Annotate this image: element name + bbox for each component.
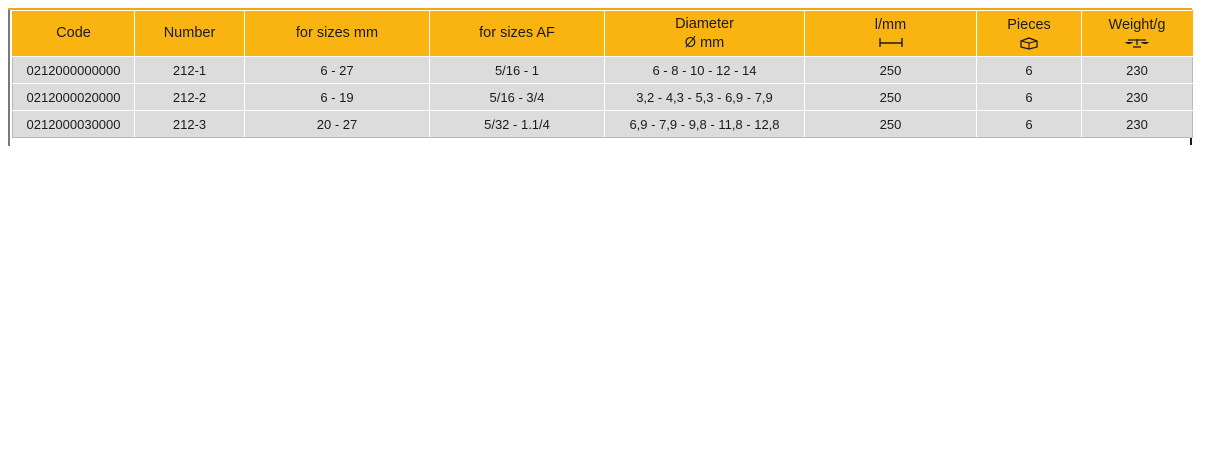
- cell-pieces: 6: [977, 84, 1082, 111]
- column-header-sizes-mm-label: for sizes mm: [295, 25, 379, 42]
- cell-sizes-af: 5/32 - 1.1/4: [430, 111, 605, 138]
- cell-diameter: 6 - 8 - 10 - 12 - 14: [605, 57, 805, 84]
- table-row: [13, 57, 1193, 84]
- table-row: [13, 84, 1193, 111]
- cell-length: 250: [805, 57, 977, 84]
- column-header-number: [135, 11, 245, 57]
- cell-sizes-af: 5/16 - 3/4: [430, 84, 605, 111]
- page-left-rule: [8, 10, 10, 146]
- column-header-sizes-mm: [245, 11, 430, 57]
- scale-icon: [1086, 36, 1188, 51]
- column-header-pieces: [977, 11, 1082, 57]
- cell-code: 0212000000000: [13, 57, 135, 84]
- spec-table-body: [13, 57, 1193, 138]
- spec-table-head: [13, 11, 1193, 57]
- column-header-weight-label: Weight/g: [1108, 17, 1166, 34]
- column-header-diameter-unit: Ø mm: [684, 34, 725, 51]
- cell-length: 250: [805, 84, 977, 111]
- column-header-sizes-af: [430, 11, 605, 57]
- column-header-code-label: Code: [56, 25, 91, 42]
- column-header-length-label: l/mm: [874, 17, 907, 34]
- cell-weight: 230: [1082, 111, 1193, 138]
- cell-sizes-mm: 6 - 19: [245, 84, 430, 111]
- table-row: [13, 111, 1193, 138]
- cell-sizes-mm: 6 - 27: [245, 57, 430, 84]
- column-header-pieces-label: Pieces: [1007, 17, 1051, 34]
- cell-number: 212-3: [135, 111, 245, 138]
- cell-length: 250: [805, 111, 977, 138]
- cell-pieces: 6: [977, 57, 1082, 84]
- header-row: [13, 11, 1193, 57]
- cell-code: 0212000020000: [13, 84, 135, 111]
- cell-weight: 230: [1082, 57, 1193, 84]
- cell-code: 0212000030000: [13, 111, 135, 138]
- cell-sizes-mm: 20 - 27: [245, 111, 430, 138]
- column-header-weight: [1082, 11, 1193, 57]
- cell-diameter: 6,9 - 7,9 - 9,8 - 11,8 - 12,8: [605, 111, 805, 138]
- column-header-number-label: Number: [163, 25, 216, 42]
- column-header-sizes-af-label: for sizes AF: [479, 25, 555, 42]
- cell-weight: 230: [1082, 84, 1193, 111]
- spec-table: [12, 10, 1193, 138]
- cell-number: 212-2: [135, 84, 245, 111]
- column-header-code: [13, 11, 135, 57]
- cell-pieces: 6: [977, 111, 1082, 138]
- column-header-length: [805, 11, 977, 57]
- cell-sizes-af: 5/16 - 1: [430, 57, 605, 84]
- length-icon: [809, 36, 972, 51]
- spec-table-wrapper: [12, 10, 1192, 138]
- box-icon: [981, 36, 1077, 51]
- cell-diameter: 3,2 - 4,3 - 5,3 - 6,9 - 7,9: [605, 84, 805, 111]
- column-header-diameter: [605, 11, 805, 57]
- cell-number: 212-1: [135, 57, 245, 84]
- column-header-diameter-label: Diameter: [675, 16, 734, 33]
